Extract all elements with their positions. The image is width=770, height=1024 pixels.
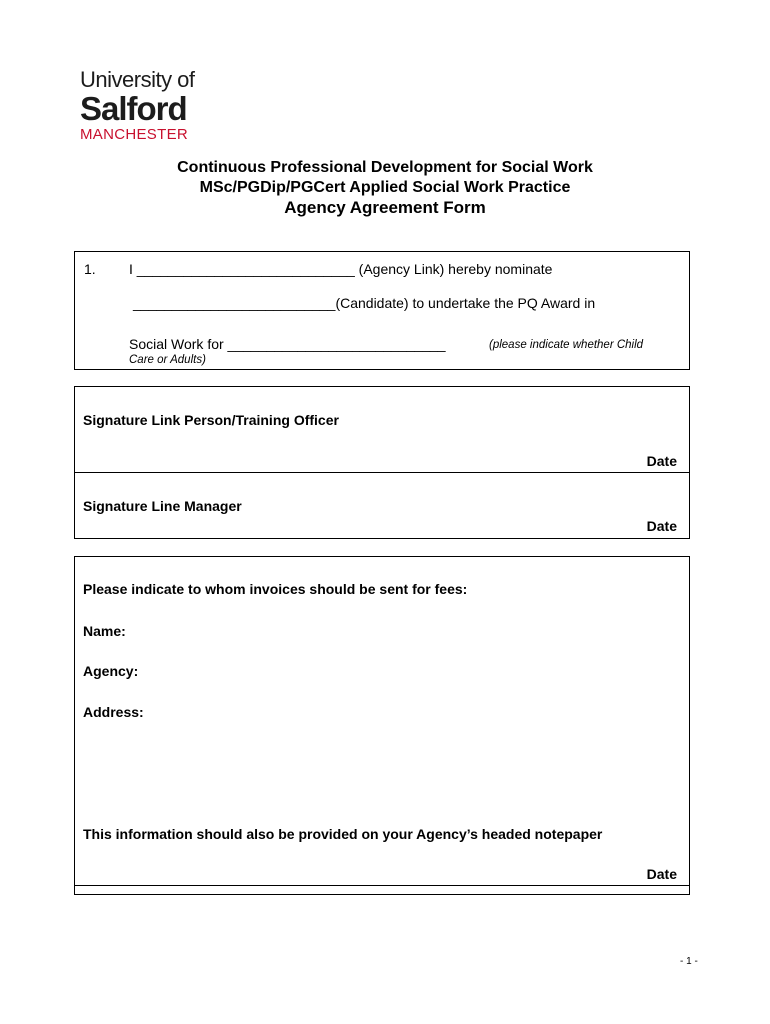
address-label: Address: [83,704,144,720]
signature-divider [75,472,689,473]
nomination-section [74,251,690,370]
page-number: - 1 - [680,956,698,967]
agency-label: Agency: [83,663,139,679]
name-label: Name: [83,623,126,639]
invoice-section [74,556,690,895]
section-number: 1. [84,261,96,277]
invoice-date-label: Date [646,866,677,882]
title-line-2: MSc/PGDip/PGCert Applied Social Work Practice [199,179,571,196]
logo-manchester: MANCHESTER [80,126,189,143]
title-line-1: Continuous Professional Development for Social Work [177,159,593,176]
link-person-signature-label: Signature Link Person/Training Officer [83,412,339,428]
social-work-for-line[interactable]: Social Work for ____________________________ [129,336,446,352]
child-adult-note-cont: Care or Adults) [129,354,206,366]
university-logo [80,68,195,144]
candidate-line[interactable]: __________________________(Candidate) to undertake the PQ Award in [133,295,596,311]
line-manager-date-label: Date [646,518,677,534]
link-person-date-label: Date [646,453,677,469]
headed-notepaper-note: This information should also be provided on your Agency’s headed notepaper [83,826,603,842]
line-manager-signature-label: Signature Line Manager [83,498,242,514]
invoice-bottom-divider [75,885,689,886]
child-adult-note: (please indicate whether Child [489,339,644,351]
agency-link-line[interactable]: I ____________________________ (Agency Link) hereby nominate [129,261,553,277]
logo-university-of: University of [80,67,195,92]
logo-salford: Salford [80,90,187,127]
signature-section [74,386,690,539]
title-line-3: Agency Agreement Form [284,198,486,217]
invoice-heading: Please indicate to whom invoices should be sent for fees: [83,581,468,597]
form-title [0,158,770,218]
